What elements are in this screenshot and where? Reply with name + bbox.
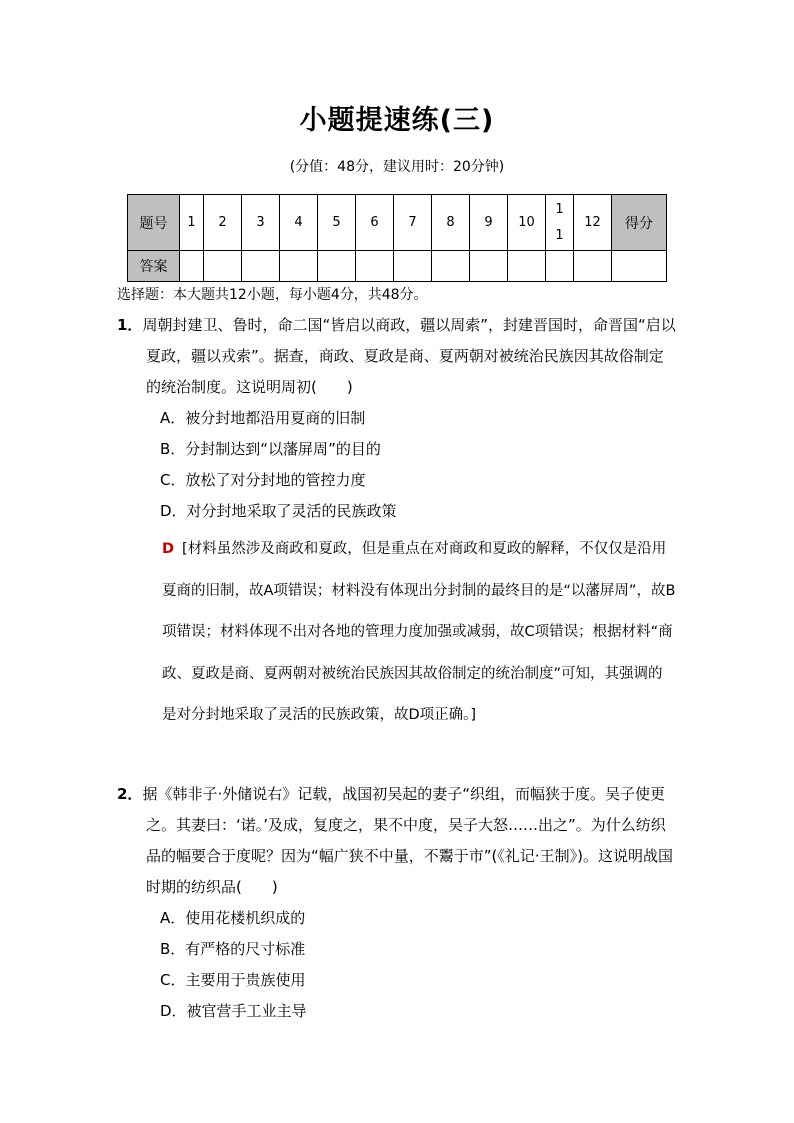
option-b[interactable]: B．分封制达到“以藩屏周”的目的 bbox=[160, 440, 381, 458]
number-cell: 8 bbox=[432, 195, 470, 251]
question-2 bbox=[117, 779, 677, 1027]
question-1 bbox=[117, 310, 677, 527]
question-text: 据《韩非子·外储说右》记载，战国初吴起的妻子“织组，而幅狭于度。吴子使更之。其妻曰：‘诺。’及成，复度之，果不中度，吴子大怒……出之”。为什么纺织品的幅要合于度呢？因为“幅广狭不中量，不鬻于市”(《礼记·王制》)。这说明战国时期的纺织品( ) bbox=[142, 785, 674, 896]
question-stem bbox=[117, 310, 677, 403]
answer-cell[interactable] bbox=[242, 251, 280, 282]
answer-cell[interactable] bbox=[318, 251, 356, 282]
page-title: 小题提速练(三) bbox=[299, 105, 495, 136]
header-cell-score: 得分 bbox=[612, 195, 667, 251]
options-list bbox=[117, 903, 677, 1027]
number-cell: 3 bbox=[242, 195, 280, 251]
table-row-answers bbox=[128, 251, 667, 282]
answer-explanation bbox=[162, 529, 676, 737]
header-cell-question-number: 题号 bbox=[128, 195, 180, 251]
answer-cell[interactable] bbox=[280, 251, 318, 282]
table-row-numbers bbox=[128, 195, 667, 251]
option-d[interactable]: D．被官营手工业主导 bbox=[160, 1002, 307, 1020]
option-d[interactable]: D．对分封地采取了灵活的民族政策 bbox=[160, 502, 397, 520]
number-cell: 12 bbox=[574, 195, 612, 251]
page-subtitle: (分值：48分，建议用时：20分钟) bbox=[289, 159, 505, 175]
answer-cell[interactable] bbox=[356, 251, 394, 282]
number-cell: 10 bbox=[508, 195, 546, 251]
number-cell: 1 1 bbox=[546, 195, 574, 251]
number-cell: 6 bbox=[356, 195, 394, 251]
answer-cell[interactable] bbox=[432, 251, 470, 282]
answer-cell[interactable] bbox=[470, 251, 508, 282]
question-number: 1． bbox=[117, 316, 143, 334]
section-heading: 选择题：本大题共12小题，每小题4分，共48分。 bbox=[117, 287, 428, 303]
option-b[interactable]: B．有严格的尺寸标准 bbox=[160, 940, 306, 958]
score-table bbox=[127, 194, 667, 282]
number-cell: 4 bbox=[280, 195, 318, 251]
number-cell: 7 bbox=[394, 195, 432, 251]
answer-cell[interactable] bbox=[546, 251, 574, 282]
answer-cell[interactable] bbox=[574, 251, 612, 282]
question-text: 周朝封建卫、鲁时，命二国“皆启以商政，疆以周索”，封建晋国时，命晋国“启以夏政，疆以戎索”。据查，商政、夏政是商、夏两朝对被统治民族因其故俗制定的统治制度。这说明周初( ) bbox=[142, 316, 676, 396]
number-cell: 1 bbox=[180, 195, 204, 251]
options-list bbox=[117, 403, 677, 527]
option-c[interactable]: C．主要用于贵族使用 bbox=[160, 971, 306, 989]
option-c[interactable]: C．放松了对分封地的管控力度 bbox=[160, 471, 366, 489]
header-cell-answer: 答案 bbox=[128, 251, 180, 282]
question-stem bbox=[117, 779, 677, 903]
number-cell: 5 bbox=[318, 195, 356, 251]
answer-cell[interactable] bbox=[394, 251, 432, 282]
answer-letter: D bbox=[162, 541, 175, 557]
number-cell: 2 bbox=[204, 195, 242, 251]
answer-cell[interactable] bbox=[204, 251, 242, 282]
option-a[interactable]: A．使用花楼机织成的 bbox=[160, 909, 306, 927]
answer-cell[interactable] bbox=[508, 251, 546, 282]
explanation-text: [材料虽然涉及商政和夏政，但是重点在对商政和夏政的解释，不仅仅是沿用夏商的旧制，故A项错误；材料没有体现出分封制的最终目的是“以藩屏周”，故B项错误；材料体现不出对各地的管理力度加强或减弱，故C项错误；根据材料“商政、夏政是商、夏两朝对被统治民族因其故俗制定的统治制度”可知，其强调的是对分封地采取了灵活的民族政策，故D项正确。] bbox=[162, 541, 676, 723]
question-number: 2． bbox=[117, 785, 143, 803]
number-cell: 9 bbox=[470, 195, 508, 251]
option-a[interactable]: A．被分封地都沿用夏商的旧制 bbox=[160, 409, 366, 427]
answer-cell[interactable] bbox=[180, 251, 204, 282]
score-cell[interactable] bbox=[612, 251, 667, 282]
